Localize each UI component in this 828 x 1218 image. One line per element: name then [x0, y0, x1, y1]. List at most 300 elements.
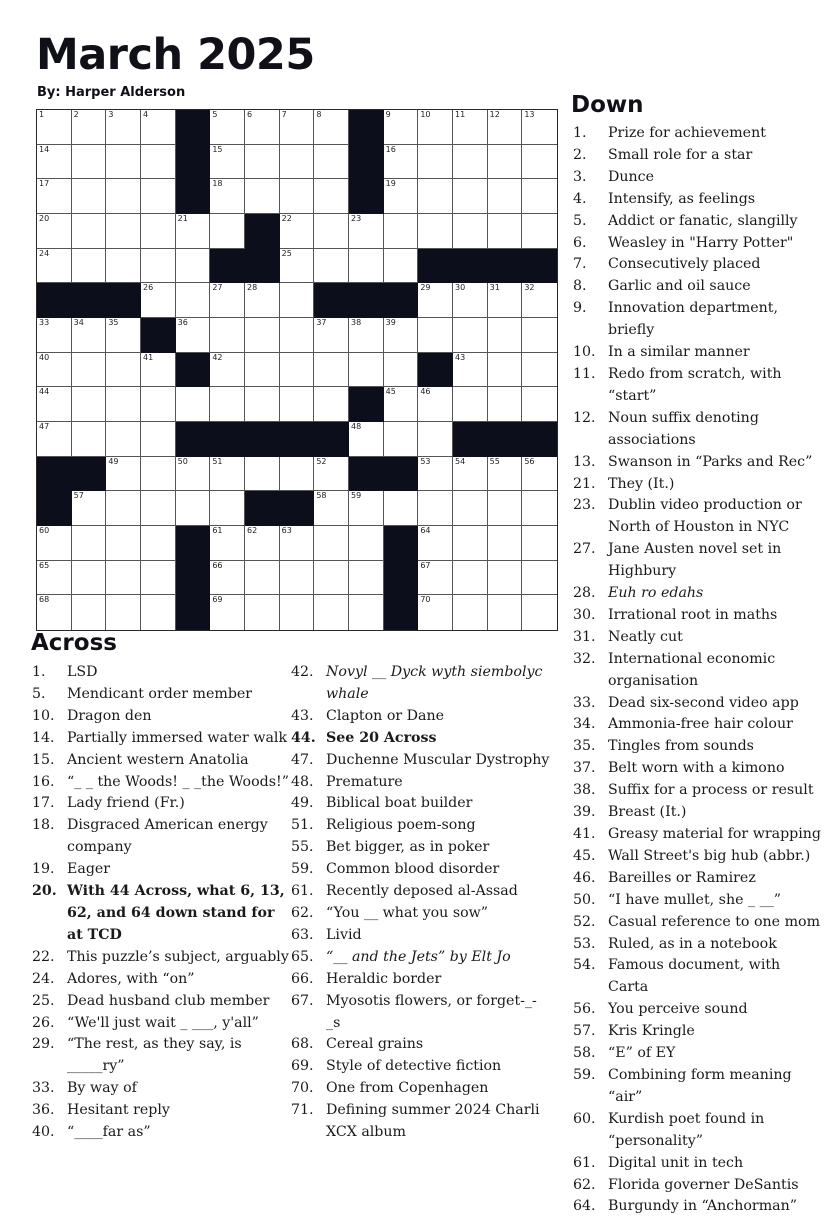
cell-number: 48: [351, 422, 362, 431]
clue-text: In a similar manner: [608, 344, 750, 361]
grid-cell: [141, 353, 176, 388]
clue-text: Duchenne Muscular Dystrophy: [326, 751, 550, 768]
black-square: [210, 249, 245, 284]
black-square: [37, 491, 72, 526]
grid-cell: [280, 145, 315, 180]
black-square: [72, 457, 107, 492]
clue-number: 7.: [573, 256, 587, 273]
across-clue: [291, 706, 551, 728]
clue-number: 39.: [573, 804, 596, 821]
grid-cell: [384, 249, 419, 284]
clue-number: 23.: [573, 497, 596, 514]
across-clue: [32, 815, 292, 859]
clue-text: “__ and the Jets” by Elt Jo: [326, 948, 511, 965]
down-clue: [573, 364, 823, 408]
clue-number: 68.: [291, 1036, 314, 1053]
across-clue: [291, 772, 551, 794]
cell-number: 15: [212, 144, 223, 154]
black-square: [72, 283, 107, 318]
black-square: [384, 526, 419, 561]
clue-number: 33.: [32, 1080, 55, 1097]
across-clue: [32, 969, 292, 991]
cell-number: 13: [524, 110, 535, 119]
clue-number: 42.: [291, 664, 314, 680]
cell-number: 3: [108, 110, 114, 119]
grid-cell: [106, 145, 141, 180]
across-clue: [291, 1078, 551, 1100]
grid-cell: [141, 526, 176, 561]
cell-number: 27: [212, 283, 223, 293]
grid-cell: [349, 214, 384, 249]
grid-cell: [72, 353, 107, 388]
grid-cell: [488, 526, 523, 561]
cell-number: 64: [420, 526, 431, 535]
down-clue: [573, 276, 823, 298]
grid-cell: [106, 110, 141, 145]
grid-cell: [245, 457, 280, 492]
clue-text: Style of detective fiction: [326, 1058, 502, 1075]
grid-cell: [522, 561, 557, 596]
cell-number: 28: [247, 283, 258, 293]
cell-number: 55: [489, 456, 500, 466]
clue-text: Irrational root in maths: [608, 606, 778, 623]
clue-number: 32.: [573, 650, 596, 667]
down-clue: [573, 714, 823, 736]
grid-cell: [37, 353, 72, 388]
across-clue: [291, 859, 551, 881]
grid-cell: [245, 526, 280, 561]
grid-cell: [280, 110, 315, 145]
grid-cell: [106, 214, 141, 249]
clue-text: Swanson in “Parks and Rec”: [608, 453, 813, 470]
cell-number: 38: [351, 318, 362, 327]
grid-cell: [245, 561, 280, 596]
clue-text: Addict or fanatic, slangilly: [608, 212, 798, 229]
clue-text: Ammonia-free hair colour: [608, 716, 793, 733]
down-clue: [573, 605, 823, 627]
grid-cell: [384, 422, 419, 457]
cell-number: 61: [212, 526, 223, 535]
grid-cell: [106, 561, 141, 596]
across-clue: [32, 706, 292, 728]
clue-number: 50.: [573, 891, 596, 908]
black-square: [280, 491, 315, 526]
grid-cell: [141, 491, 176, 526]
clue-text: “_ _ the Woods! _ _the Woods!”: [67, 773, 289, 790]
across-clue: [32, 947, 292, 969]
grid-cell: [37, 595, 72, 630]
cell-number: 25: [281, 248, 292, 258]
clue-text: Bet bigger, as in poker: [326, 839, 490, 856]
cell-number: 36: [177, 318, 188, 327]
cell-number: 54: [455, 456, 466, 466]
down-clue: [573, 693, 823, 715]
clue-text: Weasley in "Harry Potter": [608, 234, 794, 251]
grid-cell: [314, 561, 349, 596]
clue-number: 51.: [291, 817, 314, 834]
grid-cell: [245, 110, 280, 145]
clue-text: Defining summer 2024 Charli XCX album: [326, 1102, 540, 1141]
black-square: [488, 422, 523, 457]
clue-number: 10.: [32, 707, 55, 724]
grid-cell: [522, 595, 557, 630]
down-clue: [573, 495, 823, 539]
clue-number: 2.: [573, 146, 587, 163]
grid-cell: [418, 526, 453, 561]
black-square: [176, 110, 211, 145]
grid-cell: [280, 526, 315, 561]
grid-cell: [210, 214, 245, 249]
down-clue: [573, 824, 823, 846]
grid-cell: [453, 387, 488, 422]
across-clue: [291, 815, 551, 837]
across-clue: [32, 662, 292, 684]
cell-number: 7: [281, 110, 287, 119]
grid-cell: [37, 318, 72, 353]
grid-cell: [522, 214, 557, 249]
grid-cell: [418, 595, 453, 630]
black-square: [245, 214, 280, 249]
clue-number: 6.: [573, 234, 587, 251]
grid-cell: [314, 318, 349, 353]
clue-text: Small role for a star: [608, 146, 753, 163]
clue-text: Eager: [67, 861, 111, 878]
grid-cell: [453, 353, 488, 388]
grid-cell: [522, 110, 557, 145]
black-square: [453, 422, 488, 457]
clue-number: 35.: [573, 738, 596, 755]
clue-number: 37.: [573, 760, 596, 777]
cell-number: 5: [212, 110, 218, 119]
clue-text: Heraldic border: [326, 970, 442, 987]
grid-cell: [245, 595, 280, 630]
grid-cell: [37, 526, 72, 561]
grid-cell: [141, 457, 176, 492]
clue-number: 62.: [573, 1176, 596, 1193]
clue-text: “We'll just wait _ ___, y'all”: [67, 1014, 259, 1031]
cell-number: 6: [247, 110, 253, 119]
black-square: [176, 179, 211, 214]
grid-cell: [453, 457, 488, 492]
grid-cell: [314, 179, 349, 214]
grid-cell: [418, 387, 453, 422]
cell-number: 40: [39, 352, 50, 362]
black-square: [176, 595, 211, 630]
clue-text: Wall Street's big hub (abbr.): [608, 847, 811, 864]
clue-number: 65.: [291, 948, 314, 965]
clue-number: 61.: [291, 883, 314, 900]
clue-number: 10.: [573, 344, 596, 361]
clue-number: 5.: [573, 212, 587, 229]
cell-number: 24: [39, 248, 50, 258]
grid-cell: [488, 491, 523, 526]
across-clue: [291, 1100, 551, 1144]
across-clue: [32, 728, 292, 750]
clue-text: You perceive sound: [608, 1001, 748, 1018]
grid-cell: [141, 283, 176, 318]
clue-number: 29.: [32, 1036, 55, 1053]
down-clue: [573, 780, 823, 802]
clue-number: 21.: [573, 475, 596, 492]
grid-cell: [280, 387, 315, 422]
across-clue: [32, 684, 292, 706]
clue-text: Myosotis flowers, or forget-_-_s: [326, 992, 537, 1031]
cell-number: 62: [247, 526, 258, 535]
grid-cell: [522, 283, 557, 318]
grid-cell: [176, 283, 211, 318]
down-clue: [573, 1196, 823, 1218]
clue-text: Lady friend (Fr.): [67, 795, 185, 812]
cell-number: 8: [316, 110, 322, 119]
black-square: [176, 145, 211, 180]
across-clue: [32, 1013, 292, 1035]
cell-number: 51: [212, 456, 223, 466]
grid-cell: [453, 561, 488, 596]
clue-number: 24.: [32, 970, 55, 987]
grid-cell: [314, 145, 349, 180]
grid-cell: [141, 422, 176, 457]
grid-cell: [384, 387, 419, 422]
cell-number: 34: [73, 318, 84, 327]
cell-number: 42: [212, 352, 223, 362]
grid-cell: [418, 318, 453, 353]
across-clue: [32, 793, 292, 815]
grid-cell: [349, 353, 384, 388]
cell-number: 46: [420, 387, 431, 397]
grid-cell: [349, 318, 384, 353]
grid-cell: [488, 145, 523, 180]
across-clue-list-column-1: [32, 662, 292, 1144]
cell-number: 69: [212, 595, 223, 605]
cell-number: 1: [39, 110, 45, 119]
grid-cell: [522, 457, 557, 492]
across-clue-list-column-2: [291, 662, 551, 1144]
across-clue: [291, 728, 551, 750]
clue-text: International economic organisation: [608, 650, 776, 689]
clue-text: “I have mullet, she _ __”: [608, 891, 782, 908]
across-heading: Across: [31, 630, 117, 656]
clue-number: 9.: [573, 300, 587, 317]
clue-text: Noun suffix denoting associations: [608, 409, 759, 448]
clue-number: 22.: [32, 948, 55, 965]
cell-number: 30: [455, 283, 466, 293]
clue-number: 3.: [573, 168, 587, 185]
grid-cell: [522, 179, 557, 214]
grid-cell: [453, 595, 488, 630]
cell-number: 45: [385, 387, 396, 397]
clue-number: 36.: [32, 1102, 55, 1119]
clue-text: Florida governer DeSantis: [608, 1176, 799, 1193]
grid-cell: [37, 387, 72, 422]
clue-text: Burgundy in “Anchorman”: [608, 1198, 798, 1215]
down-clue: [573, 1109, 823, 1153]
clue-number: 17.: [32, 795, 55, 812]
grid-cell: [453, 491, 488, 526]
cell-number: 33: [39, 318, 50, 327]
clue-number: 12.: [573, 409, 596, 426]
grid-cell: [453, 318, 488, 353]
across-clue: [291, 662, 551, 706]
down-clue: [573, 583, 823, 605]
down-clue: [573, 802, 823, 824]
grid-cell: [176, 318, 211, 353]
clue-number: 61.: [573, 1154, 596, 1171]
down-clue: [573, 1175, 823, 1197]
across-clue: [32, 1034, 292, 1078]
grid-cell: [488, 457, 523, 492]
clue-text: Kurdish poet found in “personality”: [608, 1110, 765, 1149]
clue-number: 66.: [291, 970, 314, 987]
black-square: [245, 422, 280, 457]
clue-number: 31.: [573, 628, 596, 645]
grid-cell: [141, 387, 176, 422]
black-square: [453, 249, 488, 284]
grid-cell: [418, 491, 453, 526]
clue-text: By way of: [67, 1080, 137, 1097]
down-clue: [573, 955, 823, 999]
down-clue: [573, 233, 823, 255]
down-clue: [573, 342, 823, 364]
grid-cell: [522, 353, 557, 388]
black-square: [141, 318, 176, 353]
clue-text: Ruled, as in a notebook: [608, 935, 777, 952]
cell-number: 4: [143, 110, 149, 119]
clue-text: LSD: [67, 664, 98, 680]
grid-cell: [106, 595, 141, 630]
cell-number: 11: [455, 110, 466, 119]
down-clue: [573, 868, 823, 890]
grid-cell: [280, 318, 315, 353]
clue-number: 59.: [573, 1066, 596, 1083]
black-square: [176, 526, 211, 561]
clue-text: Premature: [326, 773, 403, 790]
clue-number: 71.: [291, 1102, 314, 1119]
clue-text: Dead husband club member: [67, 992, 270, 1009]
clue-text: Biblical boat builder: [326, 795, 473, 812]
puzzle-title: March 2025: [36, 30, 315, 80]
clue-number: 58.: [573, 1045, 596, 1062]
clue-number: 18.: [32, 817, 55, 834]
clue-number: 45.: [573, 847, 596, 864]
clue-text: Ancient western Anatolia: [67, 751, 249, 768]
cell-number: 68: [39, 595, 50, 605]
grid-cell: [280, 353, 315, 388]
across-clue: [291, 947, 551, 969]
black-square: [418, 249, 453, 284]
grid-cell: [488, 110, 523, 145]
grid-cell: [453, 214, 488, 249]
grid-cell: [72, 561, 107, 596]
black-square: [349, 110, 384, 145]
clue-number: 11.: [573, 365, 596, 382]
cell-number: 35: [108, 318, 119, 327]
grid-cell: [522, 526, 557, 561]
clue-text: Recently deposed al-Assad: [326, 883, 518, 900]
clue-text: “You __ what you sow”: [326, 904, 489, 921]
clue-text: One from Copenhagen: [326, 1080, 489, 1097]
down-clue: [573, 474, 823, 496]
grid-cell: [245, 318, 280, 353]
clue-text: Redo from scratch, with “start”: [608, 365, 782, 404]
clue-text: Casual reference to one mom: [608, 913, 821, 930]
cell-number: 16: [385, 144, 396, 154]
black-square: [384, 283, 419, 318]
grid-cell: [314, 214, 349, 249]
cell-number: 70: [420, 595, 431, 605]
black-square: [37, 283, 72, 318]
grid-cell: [106, 526, 141, 561]
grid-cell: [349, 249, 384, 284]
down-clue-list: [573, 123, 823, 1218]
down-clue: [573, 145, 823, 167]
grid-cell: [314, 526, 349, 561]
clue-number: 62.: [291, 904, 314, 921]
grid-cell: [384, 145, 419, 180]
clue-number: 1.: [32, 664, 46, 680]
cell-number: 31: [489, 283, 500, 293]
clue-text: Kris Kringle: [608, 1023, 695, 1040]
grid-cell: [210, 353, 245, 388]
down-clue: [573, 1153, 823, 1175]
clue-number: 49.: [291, 795, 314, 812]
grid-cell: [280, 179, 315, 214]
cell-number: 53: [420, 456, 431, 466]
clue-text: Intensify, as feelings: [608, 190, 756, 207]
black-square: [106, 283, 141, 318]
grid-cell: [141, 561, 176, 596]
down-clue: [573, 1043, 823, 1065]
across-clue: [32, 859, 292, 881]
grid-cell: [522, 145, 557, 180]
black-square: [245, 491, 280, 526]
grid-cell: [488, 387, 523, 422]
down-clue: [573, 298, 823, 342]
clue-text: Consecutively placed: [608, 256, 761, 273]
grid-cell: [314, 387, 349, 422]
cell-number: 26: [143, 283, 154, 293]
clue-number: 70.: [291, 1080, 314, 1097]
grid-cell: [488, 318, 523, 353]
grid-cell: [384, 110, 419, 145]
down-clue: [573, 1065, 823, 1109]
crossword-grid: [36, 109, 558, 631]
grid-cell: [72, 145, 107, 180]
grid-cell: [141, 179, 176, 214]
black-square: [210, 422, 245, 457]
grid-cell: [72, 110, 107, 145]
grid-cell: [488, 595, 523, 630]
grid-cell: [453, 110, 488, 145]
clue-number: 16.: [32, 773, 55, 790]
down-clue: [573, 123, 823, 145]
grid-cell: [141, 595, 176, 630]
down-clue: [573, 736, 823, 758]
cell-number: 39: [385, 318, 396, 327]
cell-number: 21: [177, 214, 188, 223]
down-clue: [573, 649, 823, 693]
clue-text: They (It.): [608, 475, 675, 492]
grid-cell: [210, 318, 245, 353]
black-square: [37, 457, 72, 492]
clue-number: 47.: [291, 751, 314, 768]
clue-text: “____far as”: [67, 1124, 151, 1141]
across-clue: [291, 837, 551, 859]
grid-cell: [245, 387, 280, 422]
cell-number: 49: [108, 456, 119, 466]
grid-cell: [106, 318, 141, 353]
cell-number: 32: [524, 283, 535, 293]
grid-cell: [488, 283, 523, 318]
